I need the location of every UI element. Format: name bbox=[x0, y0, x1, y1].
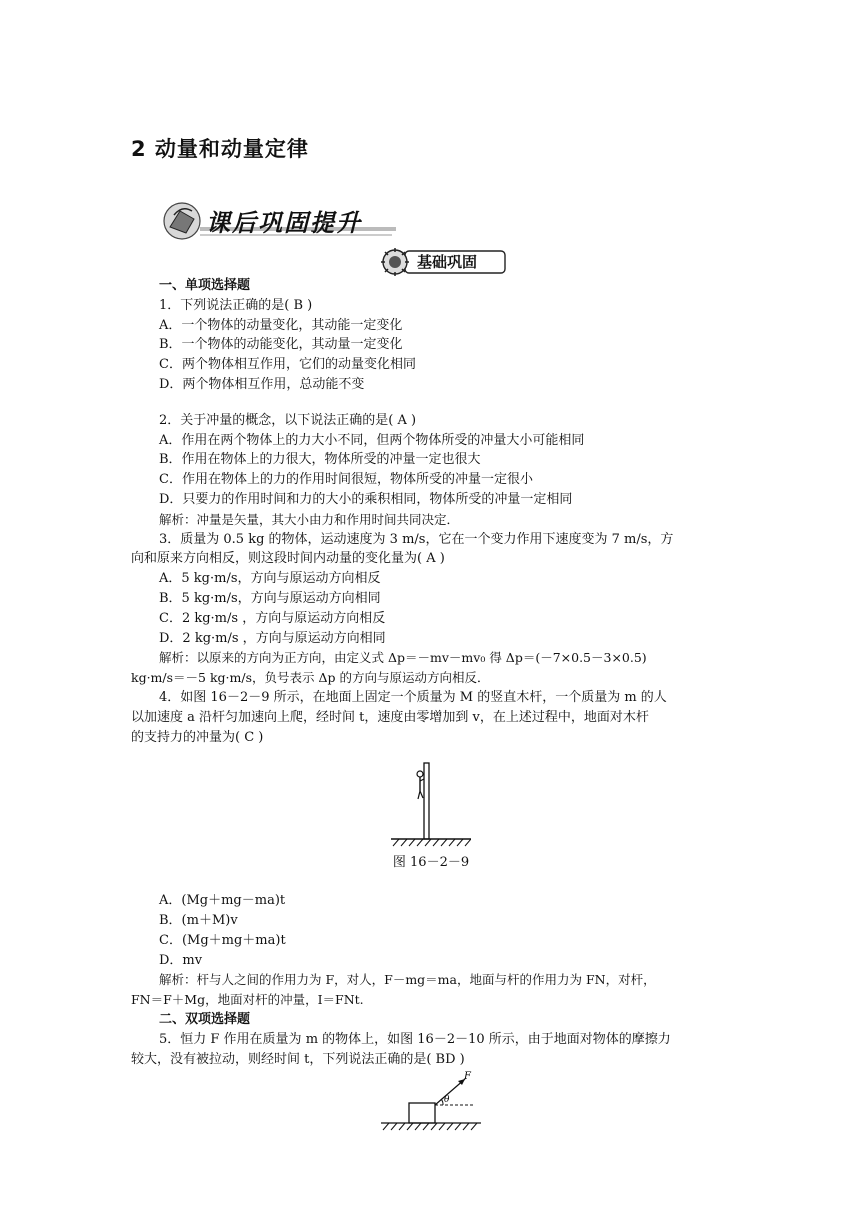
banner bbox=[160, 197, 400, 243]
option: B．5 kg·m/s，方向与原运动方向相同 bbox=[159, 590, 381, 606]
analysis: 解析：杆与人之间的作用力为 F，对人，F－mg＝ma，地面与杆的作用力为 FN，对杆， bbox=[159, 972, 656, 988]
section-heading: 一、单项选择题 bbox=[159, 278, 251, 293]
option: C．(Mg＋mg＋ma)t bbox=[159, 932, 286, 948]
question-stem: 2．关于冲量的概念，以下说法正确的是( A ) bbox=[159, 412, 417, 428]
angle-label: θ bbox=[444, 1095, 450, 1106]
question-stem: 3．质量为 0.5 kg 的物体，运动速度为 3 m/s，它在一个变力作用下速度变为 7 m/s，方 bbox=[159, 531, 674, 547]
page-title: 2 动量和动量定律 bbox=[131, 137, 309, 161]
question-stem-continued: 以加速度 a 沿杆匀加速向上爬，经时间 t，速度由零增加到 v，在上述过程中，地面对木杆 bbox=[131, 709, 649, 725]
option: B．一个物体的动能变化，其动量一定变化 bbox=[159, 337, 403, 353]
option: C．两个物体相互作用，它们的动量变化相同 bbox=[159, 357, 416, 373]
option: A．5 kg·m/s，方向与原运动方向相反 bbox=[159, 571, 381, 587]
figure-caption: 图 16－2－9 bbox=[392, 855, 470, 871]
option: D．2 kg·m/s ，方向与原运动方向相同 bbox=[159, 630, 386, 646]
block-force-figure bbox=[381, 1071, 481, 1133]
question-stem-continued: 向和原来方向相反，则这段时间内动量的变化量为( A ) bbox=[131, 551, 445, 567]
question-stem-continued: 较大，没有被拉动，则经时间 t，下列说法正确的是( BD ) bbox=[131, 1051, 465, 1067]
force-label: F bbox=[464, 1071, 471, 1083]
option: A．(Mg＋mg－ma)t bbox=[159, 893, 286, 909]
analysis: 解析：以原来的方向为正方向，由定义式 Δp＝－mv－mv₀ 得 Δp＝(－7×0.5－3×0.5) bbox=[159, 650, 647, 666]
section-heading: 二、双项选择题 bbox=[159, 1011, 251, 1027]
banner-title: 课后巩固提升 bbox=[206, 209, 362, 237]
option: D．只要力的作用时间和力的大小的乘积相同，物体所受的冲量一定相同 bbox=[159, 491, 573, 507]
analysis-continued: FN＝F＋Mg，地面对杆的冲量，I＝FNt. bbox=[131, 992, 364, 1008]
option: A．作用在两个物体上的力大小不同，但两个物体所受的冲量大小可能相同 bbox=[159, 432, 585, 448]
figure-pole bbox=[391, 759, 471, 847]
figure-block bbox=[381, 1071, 481, 1133]
option: B．作用在物体上的力很大，物体所受的冲量一定也很大 bbox=[159, 452, 481, 468]
question-stem-continued: 的支持力的冲量为( C ) bbox=[131, 729, 264, 745]
analysis: 解析：冲量是矢量，其大小由力和作用时间共同决定． bbox=[159, 511, 460, 527]
analysis-continued: kg·m/s＝－5 kg·m/s，负号表示 Δp 的方向与原运动方向相反． bbox=[131, 670, 490, 686]
option: C．2 kg·m/s ，方向与原运动方向相反 bbox=[159, 610, 386, 626]
option: C．作用在物体上的力的作用时间很短，物体所受的冲量一定很小 bbox=[159, 472, 533, 488]
question-stem: 5．恒力 F 作用在质量为 m 的物体上，如图 16－2－10 所示，由于地面对物体的摩擦力 bbox=[159, 1031, 671, 1047]
badge-label: 基础巩固 bbox=[417, 253, 478, 271]
option: B．(m＋M)v bbox=[159, 912, 238, 928]
pole-climber-figure bbox=[391, 759, 471, 847]
question-stem: 1．下列说法正确的是( B ) bbox=[159, 297, 313, 313]
option: A．一个物体的动量变化，其动能一定变化 bbox=[159, 317, 403, 333]
section-badge bbox=[381, 248, 507, 276]
option: D．mv bbox=[159, 952, 203, 968]
question-stem: 4．如图 16－2－9 所示，在地面上固定一个质量为 M 的竖直木杆，一个质量为 m 的人 bbox=[159, 689, 667, 705]
question-content bbox=[131, 276, 731, 1133]
option: D．两个物体相互作用，总动能不变 bbox=[159, 376, 365, 392]
